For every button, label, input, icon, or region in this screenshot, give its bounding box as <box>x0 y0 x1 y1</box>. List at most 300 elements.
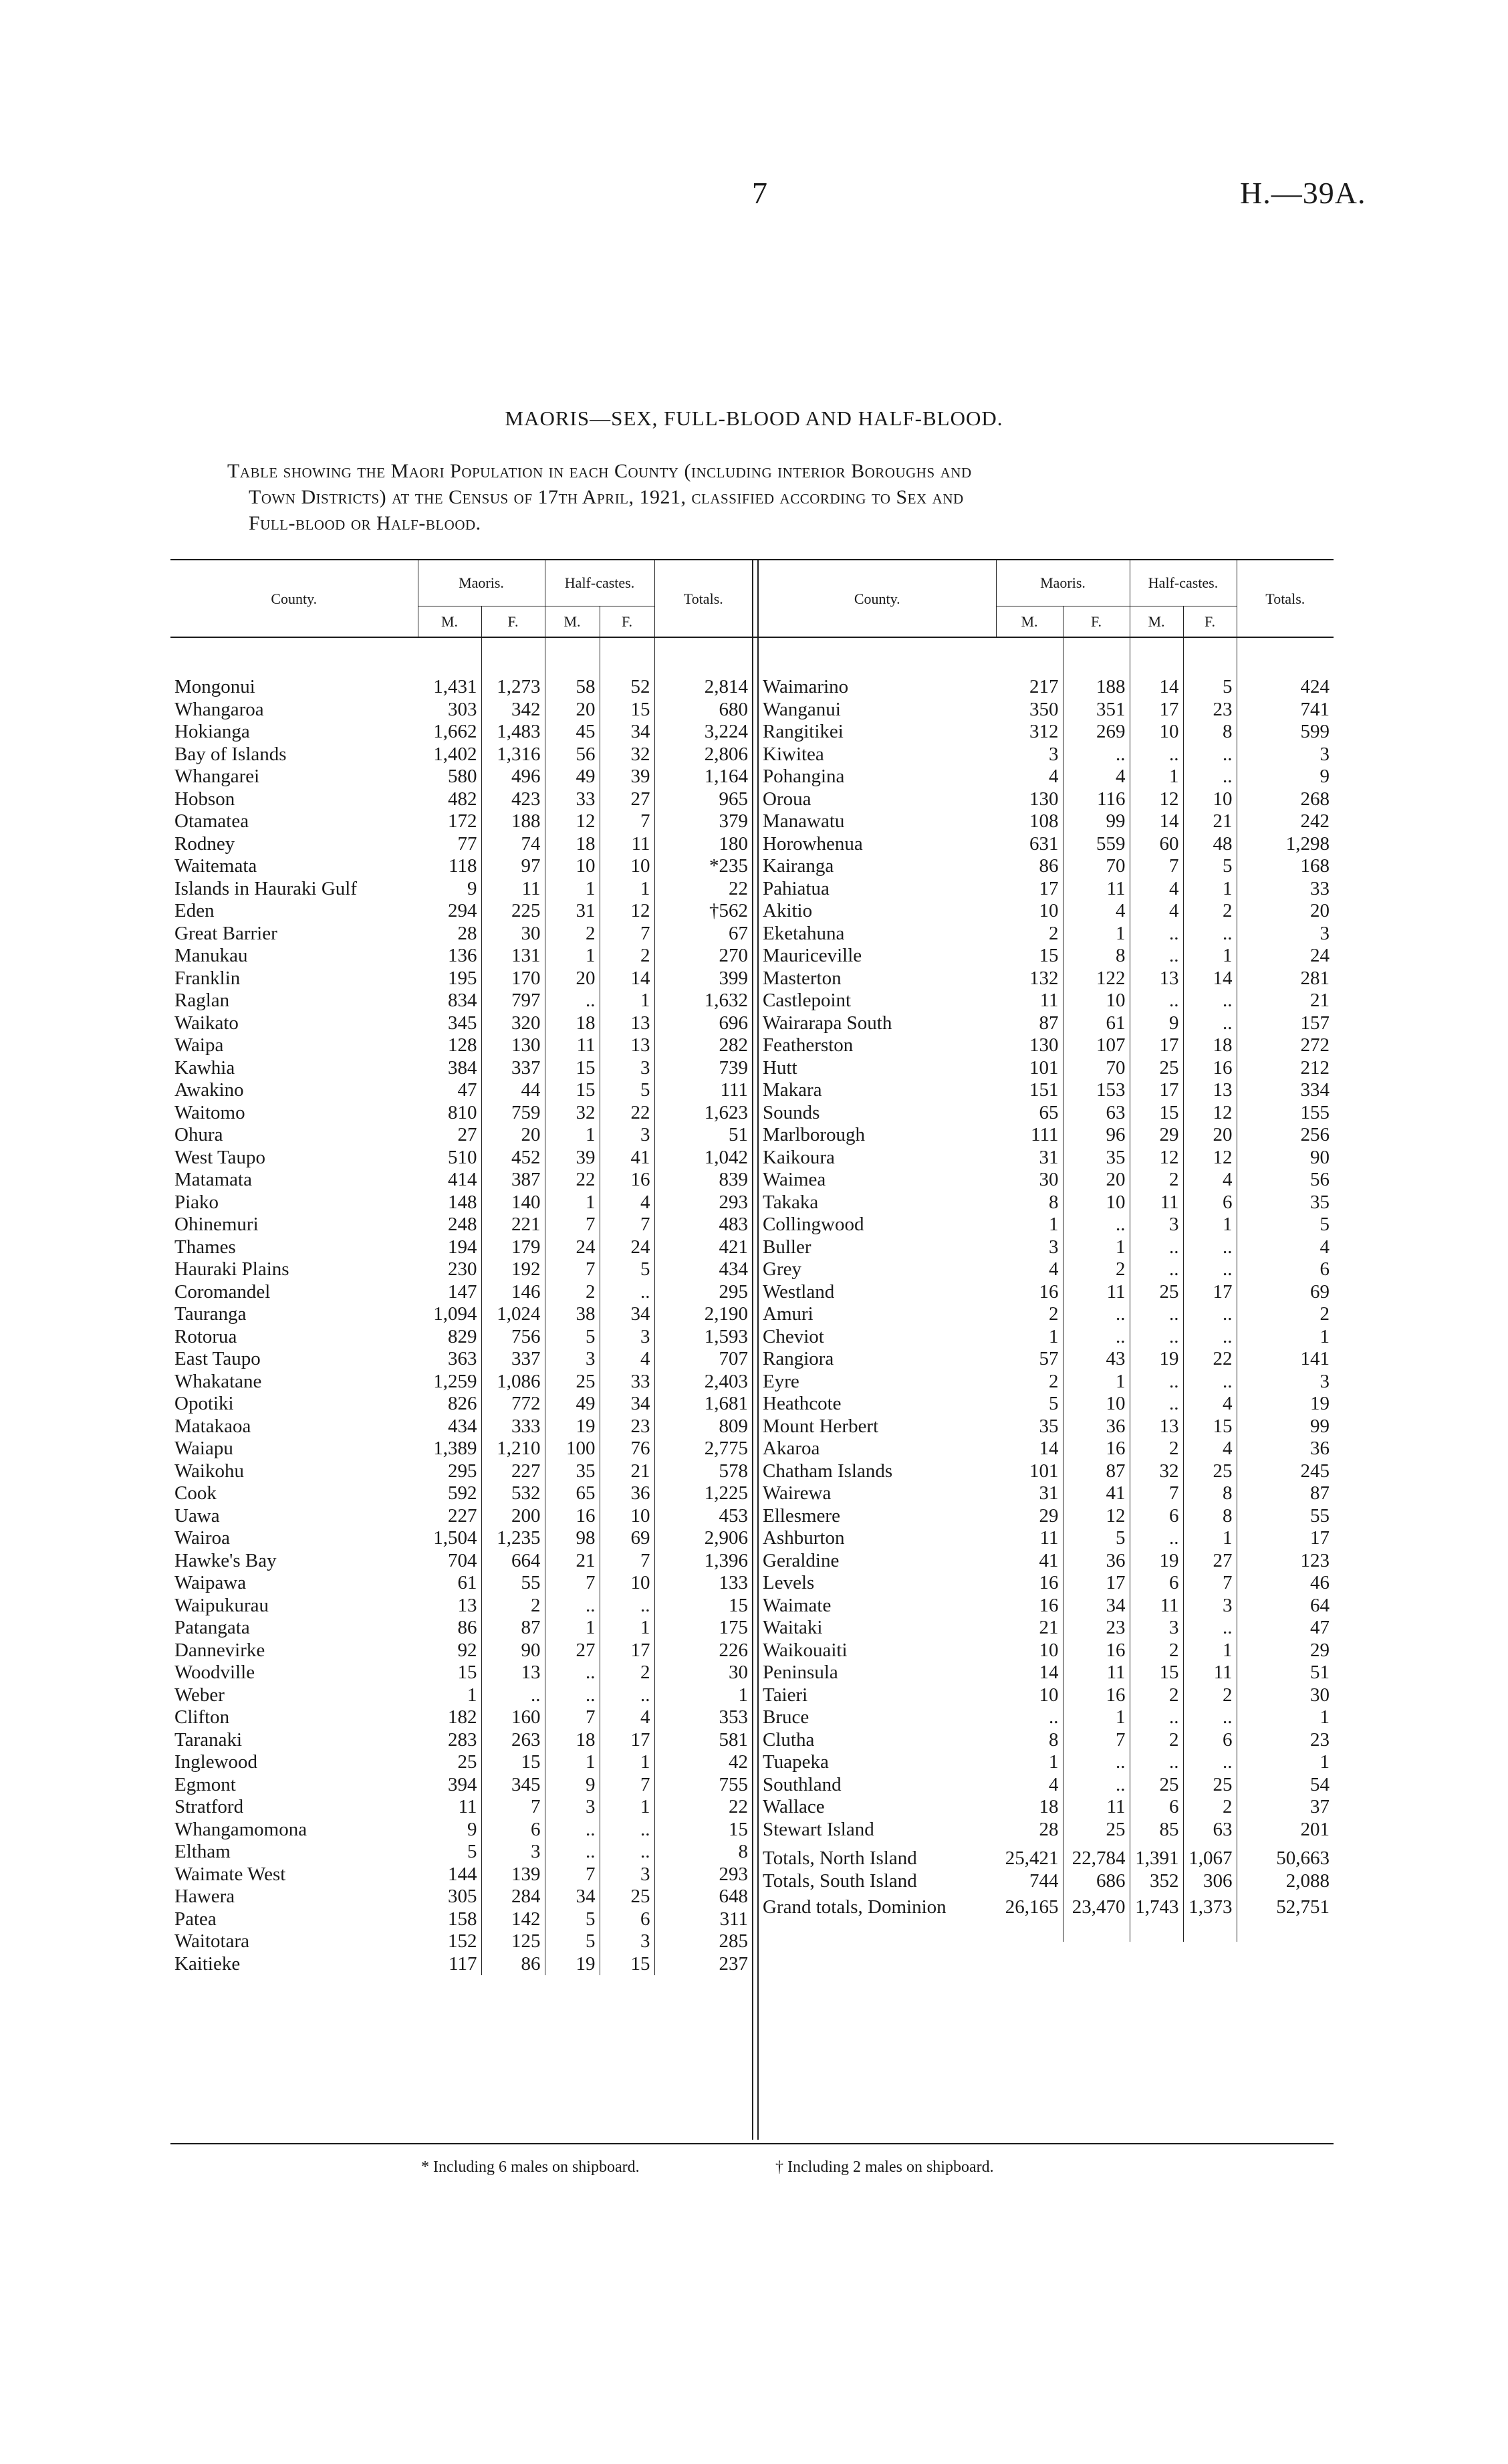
county-label: Waimea <box>763 1169 826 1190</box>
maoris-m-cell: 384 <box>418 1057 481 1080</box>
table-row <box>170 1124 752 1147</box>
county-label: Manukau <box>174 945 248 966</box>
table-row <box>759 1258 1334 1281</box>
table-row <box>759 1527 1334 1550</box>
maoris-m-cell: 4 <box>996 1774 1063 1797</box>
table-row <box>170 1236 752 1259</box>
table-row <box>170 1416 752 1438</box>
total-cell: 212 <box>1300 1056 1330 1079</box>
table-row <box>170 1953 752 1976</box>
county-label: Inglewood <box>174 1751 258 1773</box>
county-label: Tauranga <box>174 1303 247 1325</box>
county-label: Grand totals, Dominion <box>763 1896 947 1918</box>
half-castes-m-cell: 16 <box>545 1505 600 1528</box>
half-castes-m-cell: 9 <box>545 1774 600 1797</box>
total-cell: 1,042 <box>704 1146 749 1168</box>
total-cell: 2,088 <box>1285 1870 1330 1892</box>
table-row <box>170 1617 752 1640</box>
total-cell: 50,663 <box>1276 1847 1330 1869</box>
half-castes-f-cell: 3 <box>1183 1595 1237 1617</box>
table-row <box>759 1595 1334 1617</box>
county-name-cell <box>170 1505 418 1528</box>
total-cell: 22 <box>729 877 749 899</box>
half-castes-f-cell: 8 <box>1183 1505 1237 1528</box>
county-label: Stratford <box>174 1796 244 1817</box>
total-cell: 965 <box>719 788 749 810</box>
half-castes-m-cell: .. <box>1130 923 1183 945</box>
maoris-m-cell: 41 <box>996 1550 1063 1573</box>
county-name-cell <box>170 699 418 721</box>
county-name-cell <box>759 1236 996 1259</box>
total-cell: 90 <box>1310 1146 1330 1168</box>
half-castes-f-cell: 6 <box>600 1908 654 1931</box>
county-name-cell <box>170 1303 418 1326</box>
maoris-f-cell: 99 <box>1063 810 1130 833</box>
maoris-f-cell: 96 <box>1063 1124 1130 1147</box>
maoris-m-cell: 108 <box>996 810 1063 833</box>
county-label: Otamatea <box>174 810 249 832</box>
county-name-cell <box>759 968 996 990</box>
maoris-f-cell: 1,235 <box>481 1527 545 1550</box>
total-cell: 29 <box>1310 1639 1330 1661</box>
total-cell: 739 <box>719 1056 749 1079</box>
county-label: Grey <box>763 1258 801 1280</box>
col-header-f: F. <box>600 606 654 638</box>
county-label: Egmont <box>174 1773 236 1795</box>
spacer-cell <box>654 637 752 676</box>
maoris-f-cell: 192 <box>481 1258 545 1281</box>
total-cell: 46 <box>1310 1572 1330 1593</box>
half-castes-m-cell: 2 <box>1130 1684 1183 1707</box>
county-name-cell <box>170 1482 418 1505</box>
maoris-m-cell: 8 <box>996 1192 1063 1214</box>
half-castes-f-cell: 5 <box>600 1079 654 1102</box>
total-cell: 20 <box>1310 900 1330 921</box>
table-row <box>759 1326 1334 1349</box>
county-name-cell <box>170 1236 418 1259</box>
table-row <box>170 1550 752 1573</box>
table-row <box>170 1527 752 1550</box>
county-name-cell <box>759 878 996 901</box>
county-label: Coromandel <box>174 1280 271 1303</box>
half-castes-m-cell: 56 <box>545 744 600 766</box>
half-castes-f-cell: .. <box>1183 1012 1237 1035</box>
maoris-f-cell: 4 <box>1063 900 1130 923</box>
half-castes-f-cell: 1 <box>1183 878 1237 901</box>
half-castes-f-cell: 7 <box>600 810 654 833</box>
table-row <box>170 788 752 811</box>
maoris-m-cell: 230 <box>418 1258 481 1281</box>
half-castes-m-cell: 15 <box>545 1079 600 1102</box>
table-row <box>759 1572 1334 1595</box>
county-label: Manawatu <box>763 810 845 832</box>
maoris-m-cell: 1,402 <box>418 744 481 766</box>
maoris-m-cell: 147 <box>418 1281 481 1304</box>
total-cell: 293 <box>719 1191 749 1213</box>
table-caption <box>227 458 1337 536</box>
half-castes-f-cell: .. <box>1183 1706 1237 1729</box>
county-name-cell <box>170 1819 418 1841</box>
county-name-cell <box>759 1796 996 1819</box>
table-row <box>759 1706 1334 1729</box>
half-castes-m-cell: 7 <box>1130 1482 1183 1505</box>
total-cell: 741 <box>1300 698 1330 720</box>
half-castes-m-cell: 352 <box>1130 1870 1183 1893</box>
half-castes-m-cell: 58 <box>545 676 600 699</box>
total-cell: 175 <box>719 1617 749 1638</box>
total-cell: 1,164 <box>704 766 749 787</box>
table-row <box>759 833 1334 856</box>
county-name-cell <box>170 1662 418 1684</box>
maoris-f-cell: 1,024 <box>481 1303 545 1326</box>
table-row <box>759 1034 1334 1057</box>
county-name-cell <box>170 1258 418 1281</box>
county-name-cell <box>170 1281 418 1304</box>
maoris-m-cell: 61 <box>418 1572 481 1595</box>
county-label: Franklin <box>174 967 241 989</box>
county-name-cell <box>170 1371 418 1393</box>
county-name-cell <box>170 1012 418 1035</box>
maoris-f-cell: 1,086 <box>481 1371 545 1393</box>
table-row <box>759 968 1334 990</box>
half-castes-f-cell: .. <box>1183 990 1237 1012</box>
table-row <box>170 699 752 721</box>
table-row <box>759 766 1334 788</box>
half-castes-m-cell: .. <box>1130 744 1183 766</box>
maoris-f-cell: 7 <box>481 1796 545 1819</box>
half-castes-f-cell: 2 <box>600 945 654 968</box>
maoris-f-cell: 130 <box>481 1034 545 1057</box>
maoris-f-cell: 686 <box>1063 1870 1130 1893</box>
total-cell: 69 <box>1310 1280 1330 1303</box>
table-row <box>759 810 1334 833</box>
maoris-m-cell: 132 <box>996 968 1063 990</box>
table-row <box>759 1124 1334 1147</box>
total-cell: 256 <box>1300 1124 1330 1145</box>
half-castes-f-cell: 1,373 <box>1183 1892 1237 1942</box>
maoris-f-cell: 188 <box>481 810 545 833</box>
maoris-m-cell: 1,662 <box>418 721 481 744</box>
county-name-cell <box>759 923 996 945</box>
table-row <box>170 923 752 945</box>
table-row <box>759 1192 1334 1214</box>
total-cell: 2,403 <box>704 1370 749 1392</box>
half-castes-m-cell: 29 <box>1130 1124 1183 1147</box>
county-label: Totals, South Island <box>763 1870 917 1892</box>
half-castes-f-cell: .. <box>1183 1751 1237 1774</box>
table-row <box>759 1729 1334 1752</box>
total-cell: 1,225 <box>704 1482 749 1504</box>
county-label: Rodney <box>174 832 235 855</box>
county-name-cell <box>759 1527 996 1550</box>
half-castes-f-cell: 63 <box>1183 1819 1237 1841</box>
maoris-f-cell: 10 <box>1063 1393 1130 1416</box>
county-name-cell <box>759 1482 996 1505</box>
county-name-cell <box>170 1774 418 1797</box>
half-castes-m-cell: 32 <box>1130 1460 1183 1483</box>
county-name-cell <box>170 744 418 766</box>
maoris-f-cell: 11 <box>1063 1796 1130 1819</box>
table-row <box>170 676 752 699</box>
maoris-m-cell: 87 <box>996 1012 1063 1035</box>
half-castes-m-cell: 1 <box>545 1192 600 1214</box>
table-row <box>759 1640 1334 1662</box>
county-name-cell <box>759 676 996 699</box>
maoris-f-cell: 3 <box>481 1841 545 1864</box>
half-castes-m-cell: 6 <box>1130 1505 1183 1528</box>
half-castes-m-cell: 7 <box>545 1572 600 1595</box>
half-castes-f-cell: 23 <box>1183 699 1237 721</box>
spacer-cell <box>170 637 418 676</box>
total-cell: 245 <box>1300 1460 1330 1482</box>
total-cell: 35 <box>1310 1191 1330 1213</box>
half-castes-f-cell: 3 <box>600 1326 654 1349</box>
half-castes-f-cell: 34 <box>600 1393 654 1416</box>
total-cell: 282 <box>719 1034 749 1056</box>
maoris-f-cell: 87 <box>1063 1460 1130 1483</box>
table-row <box>170 1214 752 1236</box>
maoris-m-cell: 26,165 <box>996 1892 1063 1942</box>
half-castes-m-cell: 17 <box>1130 1079 1183 1102</box>
table-row <box>759 1684 1334 1707</box>
half-castes-m-cell: .. <box>1130 1393 1183 1416</box>
half-castes-m-cell: .. <box>1130 1527 1183 1550</box>
half-castes-f-cell: 7 <box>600 1550 654 1573</box>
half-castes-m-cell: .. <box>1130 1258 1183 1281</box>
maoris-f-cell: 20 <box>1063 1169 1130 1192</box>
col-header-f: F. <box>1063 606 1130 638</box>
spacer-cell <box>1063 637 1130 676</box>
county-label: Buller <box>763 1236 811 1258</box>
half-castes-f-cell: 17 <box>1183 1281 1237 1304</box>
col-header-f: F. <box>1183 606 1237 638</box>
half-castes-m-cell: 5 <box>545 1908 600 1931</box>
maoris-f-cell: 1,483 <box>481 721 545 744</box>
total-cell: 55 <box>1310 1504 1330 1527</box>
population-table-left <box>170 560 752 1975</box>
half-castes-m-cell: 3 <box>545 1796 600 1819</box>
half-castes-f-cell: 2 <box>1183 1684 1237 1707</box>
county-name-cell <box>759 1192 996 1214</box>
half-castes-m-cell: .. <box>545 1684 600 1707</box>
section-heading: MAORIS—SEX, FULL-BLOOD AND HALF-BLOOD. <box>505 407 1003 430</box>
county-name-cell <box>759 1572 996 1595</box>
county-name-cell <box>759 1841 996 1870</box>
total-cell: 17 <box>1310 1527 1330 1549</box>
half-castes-m-cell: 38 <box>545 1303 600 1326</box>
maoris-m-cell: 10 <box>996 1684 1063 1707</box>
total-cell: 51 <box>729 1124 749 1145</box>
half-castes-m-cell: 7 <box>545 1214 600 1236</box>
county-label: Waimarino <box>763 676 849 697</box>
half-castes-f-cell: 17 <box>600 1729 654 1752</box>
half-castes-m-cell: 15 <box>1130 1102 1183 1125</box>
half-castes-f-cell: 7 <box>600 923 654 945</box>
total-cell: 67 <box>729 922 749 944</box>
half-castes-m-cell: 19 <box>545 1953 600 1976</box>
half-castes-f-cell: 33 <box>600 1371 654 1393</box>
table-row <box>170 833 752 856</box>
maoris-f-cell: 63 <box>1063 1102 1130 1125</box>
county-name-cell <box>759 1617 996 1640</box>
county-name-cell <box>759 1416 996 1438</box>
maoris-m-cell: 35 <box>996 1416 1063 1438</box>
county-name-cell <box>759 1640 996 1662</box>
county-label: Waipa <box>174 1034 224 1056</box>
maoris-f-cell: 61 <box>1063 1012 1130 1035</box>
table-row <box>759 1281 1334 1304</box>
half-castes-m-cell: 1 <box>545 1617 600 1640</box>
county-label: Oroua <box>763 788 811 810</box>
half-castes-f-cell: 1 <box>1183 1527 1237 1550</box>
table-row <box>759 1147 1334 1169</box>
maoris-f-cell: 15 <box>481 1751 545 1774</box>
county-label: Rangiora <box>763 1348 834 1369</box>
county-label: Kaitieke <box>174 1952 241 1975</box>
maoris-f-cell: 423 <box>481 788 545 811</box>
half-castes-f-cell: 3 <box>600 1057 654 1080</box>
footnote-star: * Including 6 males on shipboard. <box>421 2158 640 2176</box>
half-castes-f-cell: 22 <box>600 1102 654 1125</box>
total-cell: 4 <box>1320 1236 1330 1258</box>
half-castes-f-cell: 41 <box>600 1147 654 1169</box>
maoris-m-cell: 182 <box>418 1706 481 1729</box>
maoris-f-cell: 10 <box>1063 990 1130 1012</box>
county-name-cell <box>170 1393 418 1416</box>
county-name-cell <box>759 1662 996 1684</box>
total-cell: 2,814 <box>704 676 749 697</box>
half-castes-m-cell: 32 <box>545 1102 600 1125</box>
county-label: Waipukurau <box>174 1594 269 1616</box>
county-label: Raglan <box>174 990 230 1011</box>
county-name-cell <box>759 766 996 788</box>
maoris-f-cell: .. <box>481 1684 545 1707</box>
half-castes-m-cell: 35 <box>545 1460 600 1483</box>
total-cell: *235 <box>709 855 749 877</box>
maoris-f-cell: 11 <box>1063 878 1130 901</box>
total-cell: 22 <box>729 1796 749 1817</box>
half-castes-f-cell: 10 <box>600 855 654 878</box>
table-row <box>170 1684 752 1707</box>
half-castes-f-cell: 11 <box>600 833 654 856</box>
total-cell: 434 <box>719 1258 749 1280</box>
maoris-f-cell: 34 <box>1063 1595 1130 1617</box>
half-castes-f-cell: 4 <box>600 1192 654 1214</box>
maoris-m-cell: 834 <box>418 990 481 1012</box>
table-row <box>759 1870 1334 1893</box>
maoris-m-cell: 21 <box>996 1617 1063 1640</box>
county-name-cell <box>759 1438 996 1460</box>
half-castes-m-cell: 65 <box>545 1482 600 1505</box>
half-castes-f-cell: .. <box>1183 1617 1237 1640</box>
maoris-m-cell: 158 <box>418 1908 481 1931</box>
county-name-cell <box>170 1034 418 1057</box>
county-label: Heathcote <box>763 1393 842 1414</box>
maoris-f-cell: 200 <box>481 1505 545 1528</box>
maoris-f-cell: 179 <box>481 1236 545 1259</box>
half-castes-f-cell: 10 <box>600 1505 654 1528</box>
half-castes-f-cell: 52 <box>600 676 654 699</box>
maoris-f-cell: 25 <box>1063 1819 1130 1841</box>
half-castes-f-cell: 32 <box>600 744 654 766</box>
table-row <box>170 1057 752 1080</box>
county-name-cell <box>170 1460 418 1483</box>
maoris-m-cell: 86 <box>418 1617 481 1640</box>
maoris-m-cell: 11 <box>418 1796 481 1819</box>
maoris-m-cell: 27 <box>418 1124 481 1147</box>
maoris-f-cell: 36 <box>1063 1416 1130 1438</box>
county-label: Waikouaiti <box>763 1639 848 1661</box>
county-label: Patea <box>174 1908 217 1930</box>
maoris-f-cell: 170 <box>481 968 545 990</box>
page-number: 7 <box>752 176 767 210</box>
county-name-cell <box>170 1057 418 1080</box>
county-label: Levels <box>763 1572 815 1593</box>
county-name-cell <box>170 1930 418 1953</box>
half-castes-f-cell: 306 <box>1183 1870 1237 1893</box>
half-castes-m-cell: 5 <box>545 1326 600 1349</box>
maoris-f-cell: 345 <box>481 1774 545 1797</box>
county-name-cell <box>759 1684 996 1707</box>
half-castes-m-cell: 60 <box>1130 833 1183 856</box>
total-cell: 36 <box>1310 1438 1330 1459</box>
maoris-m-cell: 2 <box>996 1371 1063 1393</box>
county-label: Eden <box>174 900 215 921</box>
total-cell: 3 <box>1320 743 1330 765</box>
half-castes-m-cell: 17 <box>1130 699 1183 721</box>
half-castes-f-cell: 36 <box>600 1482 654 1505</box>
table-row <box>170 855 752 878</box>
maoris-f-cell: 1 <box>1063 1236 1130 1259</box>
maoris-f-cell: 90 <box>481 1640 545 1662</box>
half-castes-m-cell: 12 <box>1130 1147 1183 1169</box>
county-label: Ohinemuri <box>174 1214 259 1235</box>
maoris-m-cell: 829 <box>418 1326 481 1349</box>
maoris-f-cell: 759 <box>481 1102 545 1125</box>
county-label: Waimate West <box>174 1863 286 1885</box>
half-castes-m-cell: 2 <box>545 923 600 945</box>
half-castes-m-cell: 12 <box>1130 788 1183 811</box>
table-row <box>759 1796 1334 1819</box>
county-name-cell <box>759 1147 996 1169</box>
maoris-m-cell: 1,431 <box>418 676 481 699</box>
total-cell: 453 <box>719 1504 749 1527</box>
half-castes-f-cell: 3 <box>600 1124 654 1147</box>
county-name-cell <box>170 990 418 1012</box>
half-castes-f-cell: .. <box>1183 1326 1237 1349</box>
total-cell: 421 <box>719 1236 749 1258</box>
county-label: Waitotara <box>174 1930 249 1952</box>
half-castes-f-cell: 1 <box>1183 1214 1237 1236</box>
table-row <box>170 1706 752 1729</box>
spacer-cell <box>1130 637 1183 676</box>
half-castes-m-cell: 11 <box>1130 1595 1183 1617</box>
county-name-cell <box>759 1303 996 1326</box>
table-row <box>170 1908 752 1931</box>
half-castes-m-cell: 3 <box>1130 1214 1183 1236</box>
total-cell: 295 <box>719 1280 749 1303</box>
county-name-cell <box>170 676 418 699</box>
half-castes-m-cell: 18 <box>545 1012 600 1035</box>
total-cell: 648 <box>719 1886 749 1907</box>
maoris-f-cell: 4 <box>1063 766 1130 788</box>
half-castes-m-cell: 25 <box>1130 1281 1183 1304</box>
county-name-cell <box>170 1147 418 1169</box>
table-row <box>759 1505 1334 1528</box>
half-castes-f-cell: 7 <box>600 1774 654 1797</box>
total-cell: 3,224 <box>704 721 749 742</box>
maoris-f-cell: 142 <box>481 1908 545 1931</box>
